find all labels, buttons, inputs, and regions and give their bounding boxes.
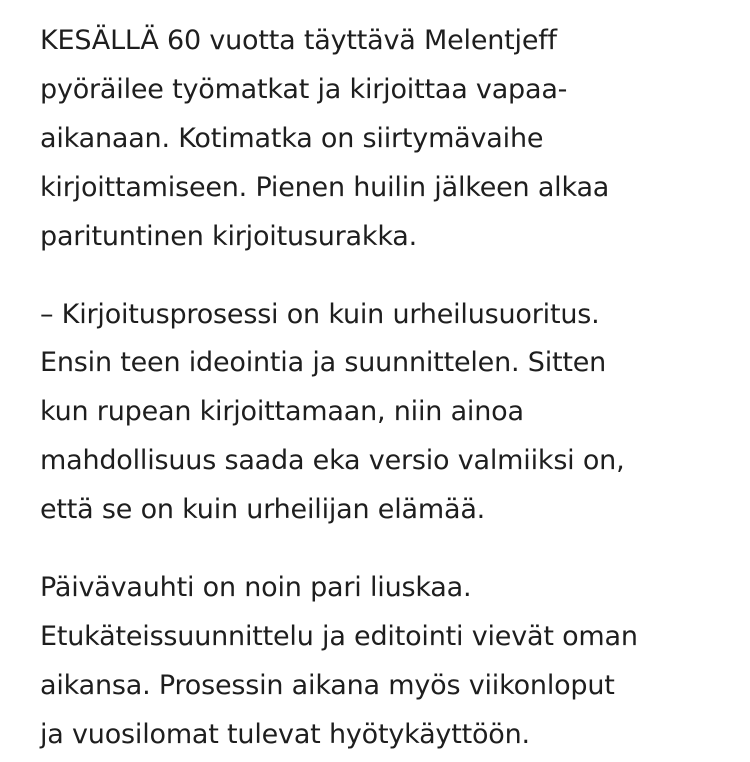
text-line: kirjoittamiseen. Pienen huilin jälkeen alkaa — [40, 171, 610, 203]
text-line: pyöräilee työmatkat ja kirjoittaa vapaa- — [40, 73, 568, 105]
text-line: kun rupean kirjoittamaan, niin ainoa — [40, 396, 524, 428]
text-line: parituntinen kirjoitusurakka. — [40, 220, 418, 252]
article-body — [40, 17, 720, 760]
text-line: mahdollisuus saada eka versio valmiiksi on, — [40, 445, 625, 477]
text-line: – Kirjoitusprosessi on kuin urheilusuoritus. — [40, 298, 600, 330]
paragraph-2 — [40, 291, 720, 536]
text-line: Etukäteissuunnittelu ja editointi vievät oman — [40, 620, 638, 652]
text-line: Päivävauhti on noin pari liuskaa. — [40, 572, 472, 604]
text-line: Ensin teen ideointia ja suunnittelen. Sitten — [40, 347, 607, 379]
text-line: ja vuosilomat tulevat hyötykäyttöön. — [40, 718, 530, 750]
paragraph-3 — [40, 564, 720, 760]
paragraph-1 — [40, 17, 720, 262]
text-line: KESÄLLÄ 60 vuotta täyttävä Melentjeff — [40, 25, 557, 56]
text-line: aikanaan. Kotimatka on siirtymävaihe — [40, 122, 544, 154]
text-line: että se on kuin urheilijan elämää. — [40, 494, 486, 526]
text-line: aikansa. Prosessin aikana myös viikonloput — [40, 669, 615, 701]
